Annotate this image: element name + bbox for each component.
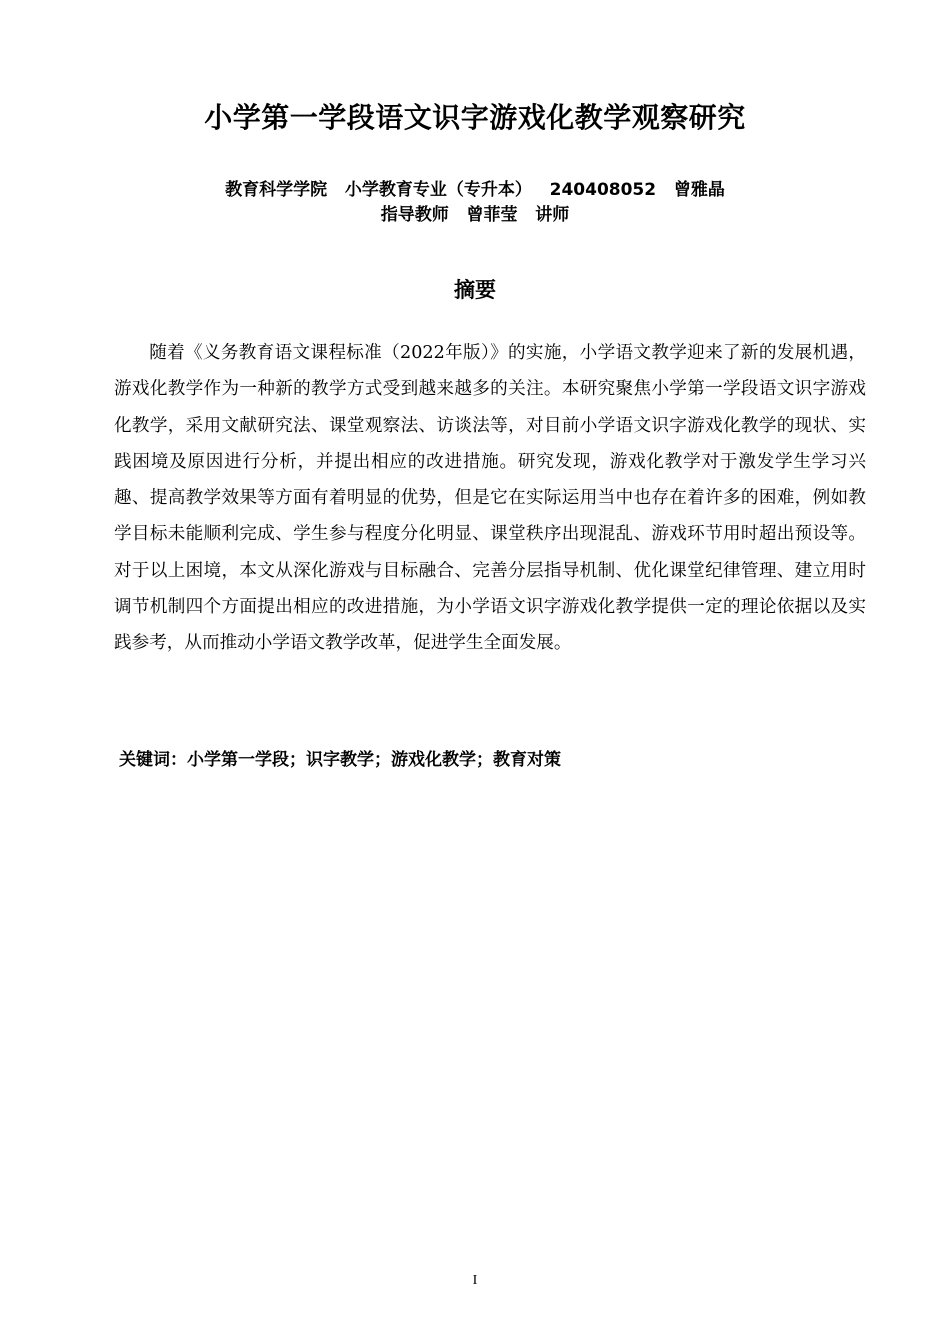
keywords: 关键词：小学第一学段；识字教学；游戏化教学；教育对策 [119,750,561,770]
author-info: 教育科学学院 小学教育专业（专升本） 240408052 曾雅晶 [225,180,725,200]
abstract-heading: 摘要 [454,278,496,302]
page-title: 小学第一学段语文识字游戏化教学观察研究 [204,101,746,134]
advisor-info: 指导教师 曾菲莹 讲师 [380,205,570,225]
abstract-body: 随着《义务教育语文课程标准（2022年版）》的实施，小学语文教学迎来了新的发展机遇，游戏化教学作为一种新的教学方式受到越来越多的关注。本研究聚焦小学第一学段语文识字游戏化教学，采用文献研究法、课堂观察法、访谈法等，对目前小学语文识字游戏化教学的现状、实践困境及原因进行分析，并提出相应的改进措施。研究发现，游戏化教学对于激发学生学习兴趣、提高教学效果等方面有着明显的优势，但是它在实际运用当中也存在着许多的困难，例如教学目标未能顺利完成、学生参与程度分化明显、课堂秩序出现混乱、游戏环节用时超出预设等。对于以上困境，本文从深化游戏与目标融合、完善分层指导机制、优化课堂纪律管理、建立用时调节机制四个方面提出相应的改进措施，为小学语文识字游戏化教学提供一定的理论依据以及实践参考，从而推动小学语文教学改革，促进学生全面发展。 [114,343,866,654]
page-number: I [472,1273,478,1288]
